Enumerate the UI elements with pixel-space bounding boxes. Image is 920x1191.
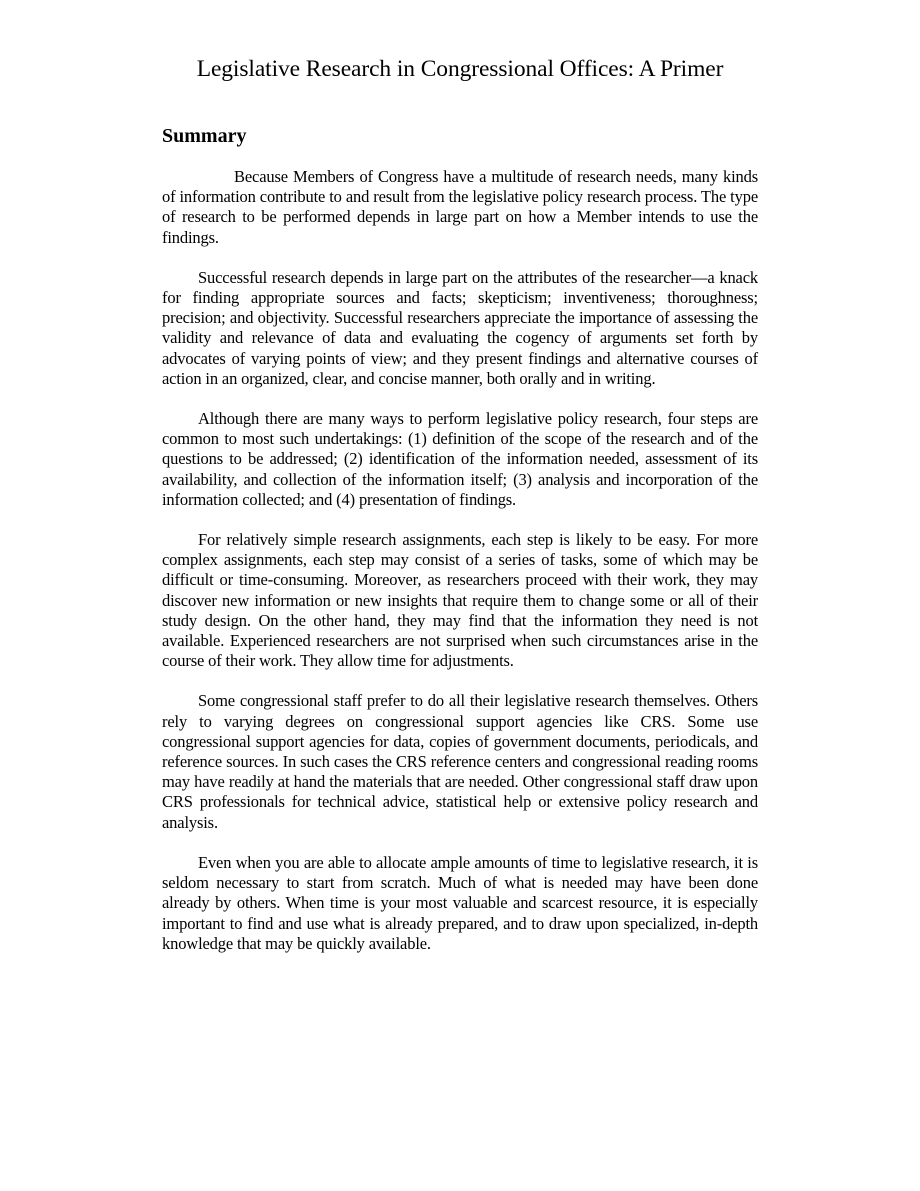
- summary-body: [162, 167, 758, 974]
- summary-paragraph-1: Because Members of Congress have a multitude of research needs, many kinds of information contribute to and result from the legislative policy research process. The type of research to be performed depends in large part on how a Member intends to use the findings.: [162, 167, 758, 247]
- section-heading-summary: Summary: [162, 125, 247, 147]
- summary-paragraph-6: Even when you are able to allocate ample amounts of time to legislative research, it is seldom necessary to start from scratch. Much of what is needed may have been done already by others. When time is your most valuable and scarcest resource, it is especially important to find and use what is already prepared, and to draw upon specialized, in-depth knowledge that may be quickly available.: [162, 852, 758, 953]
- summary-paragraph-3: Although there are many ways to perform legislative policy research, four steps are common to most such undertakings: (1) definition of the scope of the research and of the questions to be addressed; (2) identification of the information needed, assessment of its availability, and collection of the information itself; (3) analysis and incorporation of the information collected; and (4) presentation of findings.: [162, 409, 758, 509]
- summary-paragraph-5: Some congressional staff prefer to do all their legislative research themselves. Others rely to varying degrees on congressional support agencies like CRS. Some use congressional support agencies for data, copies of government documents, periodicals, and reference sources. In such cases the CRS reference centers and congressional reading rooms may have readily at hand the materials that are needed. Other congressional staff draw upon CRS professionals for technical advice, statistical help or extensive policy research and analysis.: [162, 691, 758, 832]
- document-title: Legislative Research in Congressional Offices: A Primer: [196, 56, 724, 82]
- summary-paragraph-2: Successful research depends in large part on the attributes of the researcher—a knack for finding appropriate sources and facts; skepticism; inventiveness; thoroughness; precision; and objectivity. Successful researchers appreciate the importance of assessing the validity and relevance of data and evaluating the cogency of arguments set forth by advocates of varying points of view; and they present findings and alternative courses of action in an organized, clear, and concise manner, both orally and in writing.: [162, 267, 758, 388]
- summary-paragraph-4: For relatively simple research assignments, each step is likely to be easy. For more complex assignments, each step may consist of a series of tasks, some of which may be difficult or time-consuming. Moreover, as researchers proceed with their work, they may discover new information or new insights that require them to change some or all of their study design. On the other hand, they may find that the information they need is not available. Experienced researchers are not surprised when such circumstances arise in the course of their work. They allow time for adjustments.: [162, 530, 758, 671]
